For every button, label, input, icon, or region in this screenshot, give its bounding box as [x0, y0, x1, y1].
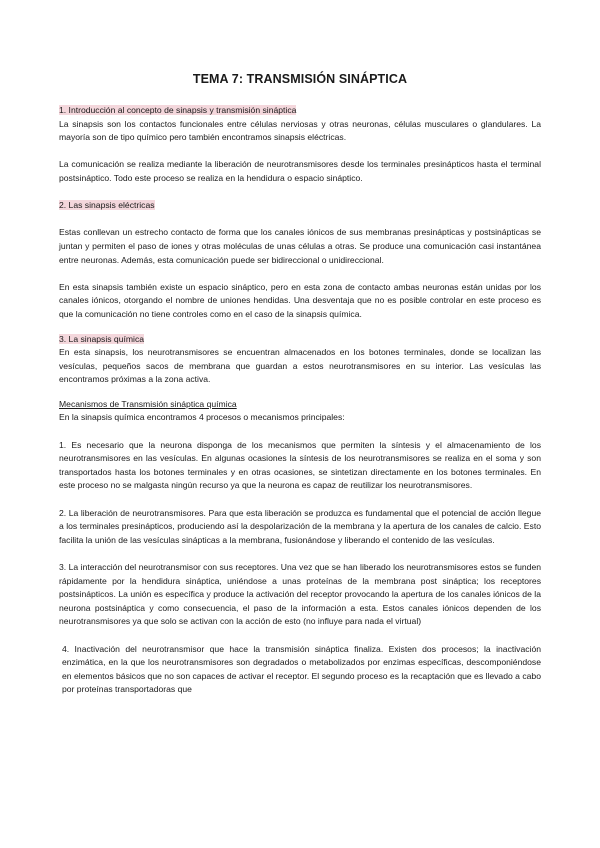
section-2-heading-text: 2. Las sinapsis eléctricas: [59, 200, 155, 211]
mechanism-1: 1. Es necesario que la neurona disponga de los mecanismos que permiten la síntesis y el almacenamiento de los neurotransmisores en las vesículas. En algunas ocasiones la síntesis de los neurotransmisores se realiza en el soma y son transportados hasta los botones terminales y en otras ocasiones, se sintetizan directamente en los botones terminales. En este proceso no se malgasta ningún recurso ya que la neurona es capaz de reutilizar los neurotransmisores.: [59, 439, 541, 491]
mechanism-3: 3. La interacción del neurotransmisor con sus receptores. Una vez que se han liberado los neurotransmisores estos se funden rápidamente por la hendidura sináptica, uniéndose a unas proteínas de la membrana post sináptica; los receptores postsinápticos. La unión es específica y produce la activación del receptor provocando la apertura de los canales iónicos de la neurona postsináptica y como consecuencia, el paso de la información a esta. Estos canales iónicos dependen de los neurotransmisores ya que solo se activan con la acción de esto (no influye para nada el virtual): [59, 562, 541, 627]
section-2-paragraph-1: Estas conllevan un estrecho contacto de forma que los canales iónicos de sus membranas presinápticas y postsinápticas se juntan y permiten el paso de iones y otras moléculas de unas células a otras. Se produce una comunicación casi instantánea entre neuronas. Además, esta comunicación puede ser bidireccional o unidireccional.: [59, 227, 541, 265]
section-1-paragraph-2: La comunicación se realiza mediante la liberación de neurotransmisores desde los terminales presinápticos hasta el terminal postsináptico. Todo este proceso se realiza en la hendidura o espacio sináptico.: [59, 159, 541, 183]
section-1-paragraph-1: La sinapsis son los contactos funcionales entre células nerviosas y otras neuronas, células musculares o glandulares. La mayoría son de tipo químico pero también encontramos sinapsis eléctricas.: [59, 118, 541, 143]
section-3-paragraph-1: En esta sinapsis, los neurotransmisores se encuentran almacenados en los botones terminales, donde se localizan las vesículas, pequeños sacos de membrana que guardan a estos neurotransmisores en su interior. Las vesículas las encontramos próximas a la zona activa.: [59, 347, 541, 385]
mechanism-4: 4. Inactivación del neurotransmisor que hace la transmisión sináptica finaliza. Existen dos procesos; la inactivación enzimática, en la que los neurotransmisores son degradados o metabolizados por enzimas específicas, descomponiéndose en elementos básicos que no son capaces de activar el receptor. El segundo proceso es la recaptación que es llevado a cabo por proteínas transportadoras que: [62, 643, 541, 695]
mechanisms-heading: Mecanismos de Transmisión sináptica química: [59, 398, 237, 409]
section-3-heading: [59, 333, 541, 347]
mechanism-2: 2. La liberación de neurotransmisores. Para que esta liberación se produzca es fundamental que el potencial de acción llegue a los terminales presinápticos, produciendo así la despolarización de la membrana y la apertura de los canales de calcio. Esto facilita la unión de las vesículas sinápticas a la membrana, fusionándose y liberando el contenido de las vesículas.: [59, 507, 541, 545]
page-title: TEMA 7: TRANSMISIÓN SINÁPTICA: [192, 72, 408, 86]
section-1-heading-text: 1. Introducción al concepto de sinapsis y transmisión sináptica: [59, 105, 297, 115]
section-3-heading-text: 3. La sinapsis química: [59, 333, 145, 344]
section-1-heading: [59, 104, 541, 118]
mechanisms-intro: En la sinapsis química encontramos 4 procesos o mecanismos principales:: [59, 412, 345, 423]
section-2-heading: [59, 199, 541, 213]
section-2-paragraph-2: En esta sinapsis también existe un espacio sináptico, pero en esta zona de contacto ambas neuronas están unidas por los canales iónicos, otorgando el nombre de uniones hendidas. Una desventaja que no es posible controlar en este proceso es que la comunicación no tiene controles como en el caso de la sinapsis química.: [59, 281, 541, 319]
